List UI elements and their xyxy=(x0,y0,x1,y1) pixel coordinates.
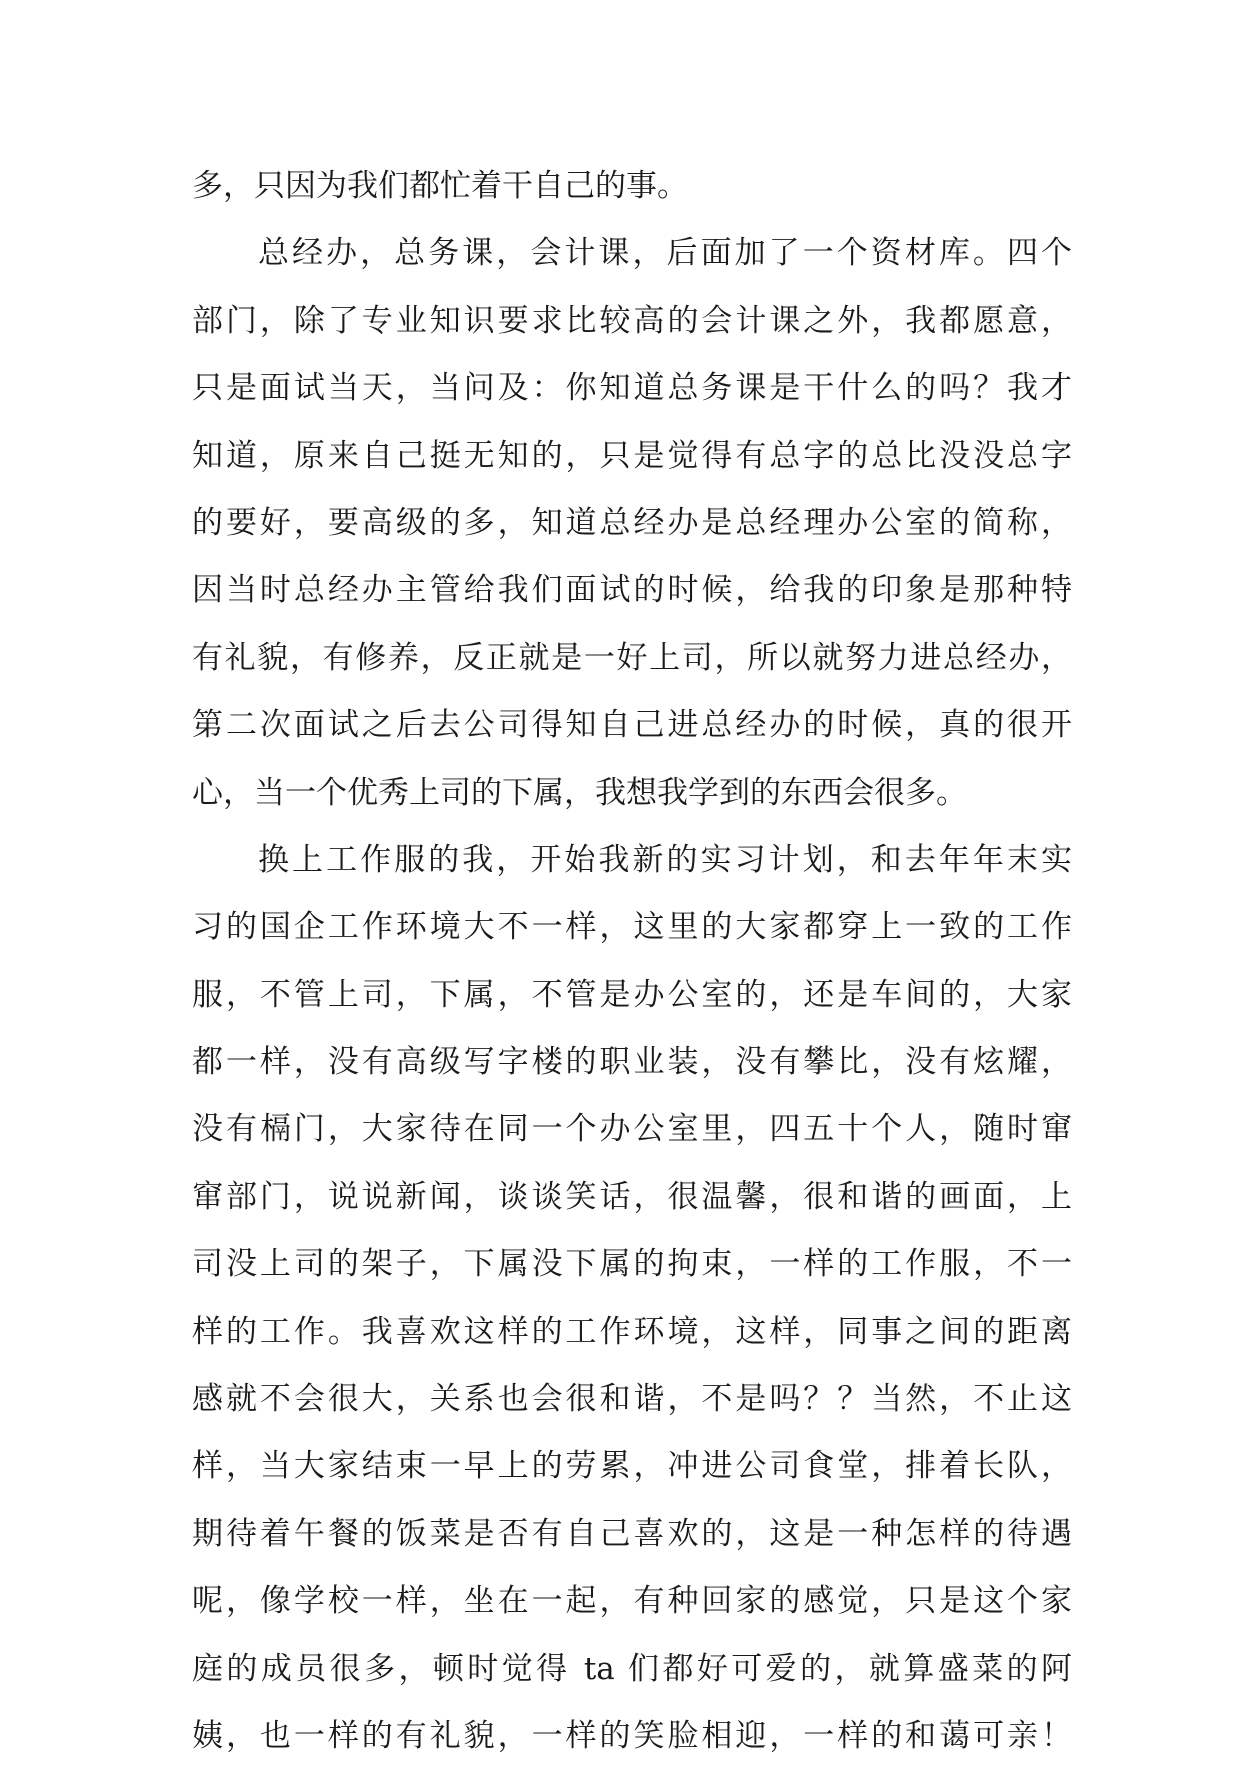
text-line: 服，不管上司，下属，不管是办公室的，还是车间的，大家 xyxy=(192,976,1072,1013)
text-line: 的要好，要高级的多，知道总经办是总经理办公室的简称， xyxy=(192,504,1072,541)
text-line: 样，当大家结束一早上的劳累，冲进公司食堂，排着长队， xyxy=(192,1448,1072,1485)
text-line: 有礼貌，有修养，反正就是一好上司，所以就努力进总经办， xyxy=(192,639,1072,676)
text-line: 总经办，总务课，会计课，后面加了一个资材库。四个 xyxy=(258,235,1072,272)
text-line: 呢，像学校一样，坐在一起，有种回家的感觉，只是这个家 xyxy=(192,1583,1072,1620)
text-line: 没有槅门，大家待在同一个办公室里，四五十个人，随时窜 xyxy=(192,1111,1072,1148)
body-text xyxy=(192,153,1072,1770)
text-line: 心，当一个优秀上司的下属，我想我学到的东西会很多。 xyxy=(192,774,967,811)
text-line: 司没上司的架子，下属没下属的拘束，一样的工作服，不一 xyxy=(192,1246,1072,1283)
text-line: 换上工作服的我，开始我新的实习计划，和去年年末实 xyxy=(258,841,1072,878)
text-line: 因当时总经办主管给我们面试的时候，给我的印象是那种特 xyxy=(192,572,1072,609)
text-line: 姨，也一样的有礼貌，一样的笑脸相迎，一样的和蔼可亲！ xyxy=(192,1717,1072,1754)
text-line: 只是面试当天，当问及：你知道总务课是干什么的吗？我才 xyxy=(192,370,1072,407)
text-line: 都一样，没有高级写字楼的职业装，没有攀比，没有炫耀， xyxy=(192,1044,1072,1081)
text-line: 庭的成员很多，顿时觉得 ta 们都好可爱的，就算盛菜的阿 xyxy=(192,1650,1072,1687)
text-line: 第二次面试之后去公司得知自己进总经办的时候，真的很开 xyxy=(192,707,1072,744)
text-line: 知道，原来自己挺无知的，只是觉得有总字的总比没没总字 xyxy=(192,437,1072,474)
text-line: 部门，除了专业知识要求比较高的会计课之外，我都愿意， xyxy=(192,302,1072,339)
text-line: 习的国企工作环境大不一样，这里的大家都穿上一致的工作 xyxy=(192,909,1072,946)
text-line: 感就不会很大，关系也会很和谐，不是吗？？当然，不止这 xyxy=(192,1381,1072,1418)
text-line: 窜部门，说说新闻，谈谈笑话，很温馨，很和谐的画面，上 xyxy=(192,1178,1072,1215)
text-line: 多，只因为我们都忙着干自己的事。 xyxy=(192,168,688,204)
text-line: 样的工作。我喜欢这样的工作环境，这样，同事之间的距离 xyxy=(192,1313,1072,1350)
text-line: 期待着午餐的饭菜是否有自己喜欢的，这是一种怎样的待遇 xyxy=(192,1515,1072,1552)
